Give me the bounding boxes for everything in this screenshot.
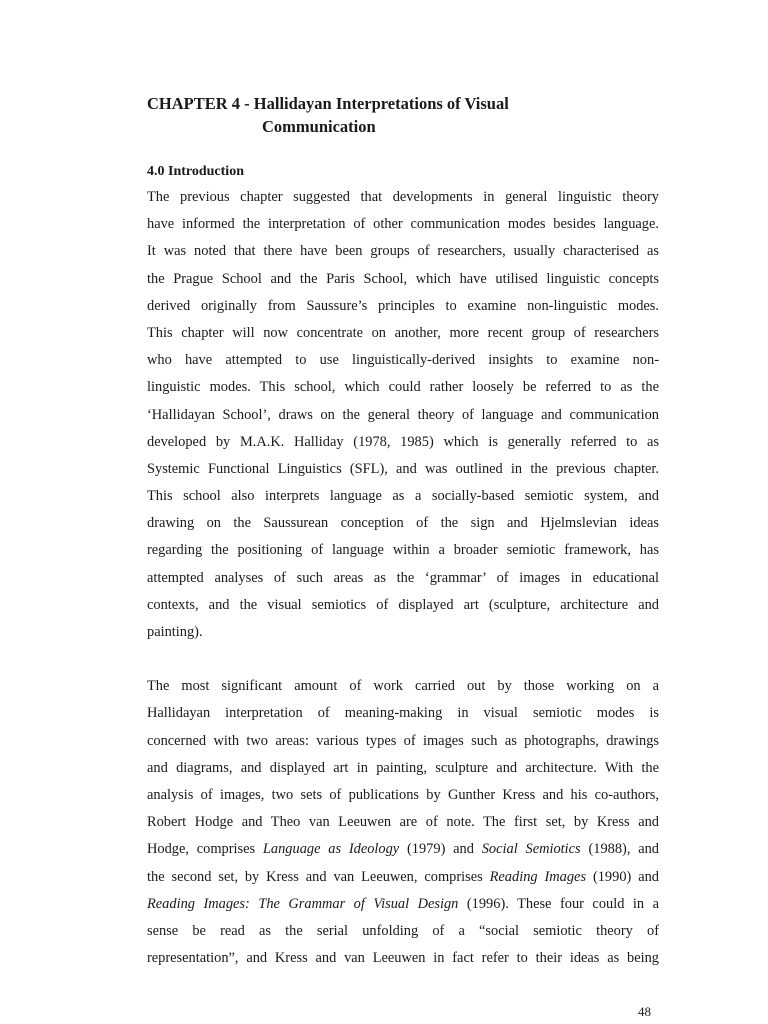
text-line: Robert Hodge and Theo van Leeuwen are of note. The first set, by Kress and [147, 814, 659, 831]
text-run: (1988), and [580, 841, 659, 858]
chapter-title-line2: Communication [262, 117, 376, 136]
text-line: have informed the interpretation of other communication modes besides language. [147, 216, 659, 233]
text-line: ‘Hallidayan School’, draws on the general theory of language and communication [147, 406, 659, 423]
text-run: Hodge, comprises [147, 841, 263, 858]
text-line: It was noted that there have been groups of researchers, usually characterised as [147, 243, 659, 260]
text-line: attempted analyses of such areas as the ‘grammar’ of images in educational [147, 569, 659, 586]
text-line: The previous chapter suggested that developments in general linguistic theory [147, 189, 659, 205]
text-line: concerned with two areas: various types of images such as photographs, drawings [147, 732, 659, 749]
text-line: Hallidayan interpretation of meaning-making in visual semiotic modes is [147, 705, 659, 722]
text-line: sense be read as the serial unfolding of a “social semiotic theory of [147, 922, 659, 939]
document-page [147, 92, 659, 972]
text-line: regarding the positioning of language within a broader semiotic framework, has [147, 542, 659, 559]
text-line: analysis of images, two sets of publications by Gunther Kress and his co-authors, [147, 786, 659, 803]
text-line: This school also interprets language as a socially-based semiotic system, and [147, 488, 659, 505]
text-line: contexts, and the visual semiotics of displayed art (sculpture, architecture and [147, 596, 659, 613]
text-run: (1990) and [586, 868, 659, 885]
text-line: Systemic Functional Linguistics (SFL), and was outlined in the previous chapter. [147, 460, 659, 477]
book-title-reading-images: Reading Images [489, 868, 587, 885]
text-run: the second set, by Kress and van Leeuwen, comprises [147, 868, 490, 885]
section-heading: 4.0 Introduction [147, 164, 244, 179]
paragraph-kress-work [147, 673, 659, 972]
text-run: (1979) and [399, 841, 482, 858]
text-line: the Prague School and the Paris School, which have utilised linguistic concepts [147, 270, 659, 287]
text-line: linguistic modes. This school, which could rather loosely be referred to as the [147, 379, 659, 396]
text-run: (1996). These four could in a [458, 895, 659, 912]
text-line: painting). [147, 624, 203, 640]
text-line [147, 864, 659, 891]
text-line: drawing on the Saussurean conception of the sign and Hjelmslevian ideas [147, 515, 659, 532]
text-line [147, 891, 659, 918]
text-line: representation”, and Kress and van Leeuwen in fact refer to their ideas as being [147, 950, 659, 967]
chapter-title [147, 92, 659, 138]
book-title-grammar-of-visual-design: Reading Images: The Grammar of Visual Design [147, 895, 459, 912]
text-line: This chapter will now concentrate on another, more recent group of researchers [147, 324, 659, 341]
text-line: and diagrams, and displayed art in painting, sculpture and architecture. With the [147, 759, 659, 776]
text-line: The most significant amount of work carried out by those working on a [147, 678, 659, 695]
book-title-language-as-ideology: Language as Ideology [262, 841, 400, 858]
paragraph-introduction [147, 184, 659, 646]
text-line [147, 836, 659, 863]
text-line: developed by M.A.K. Halliday (1978, 1985) which is generally referred to as [147, 433, 659, 450]
text-line: who have attempted to use linguistically-derived insights to examine non- [147, 352, 659, 369]
page-number: 48 [638, 1004, 651, 1019]
text-line: derived originally from Saussure’s principles to examine non-linguistic modes. [147, 297, 659, 314]
chapter-title-line1: CHAPTER 4 - Hallidayan Interpretations of Visual [147, 94, 509, 113]
book-title-social-semiotics: Social Semiotics [481, 841, 581, 858]
